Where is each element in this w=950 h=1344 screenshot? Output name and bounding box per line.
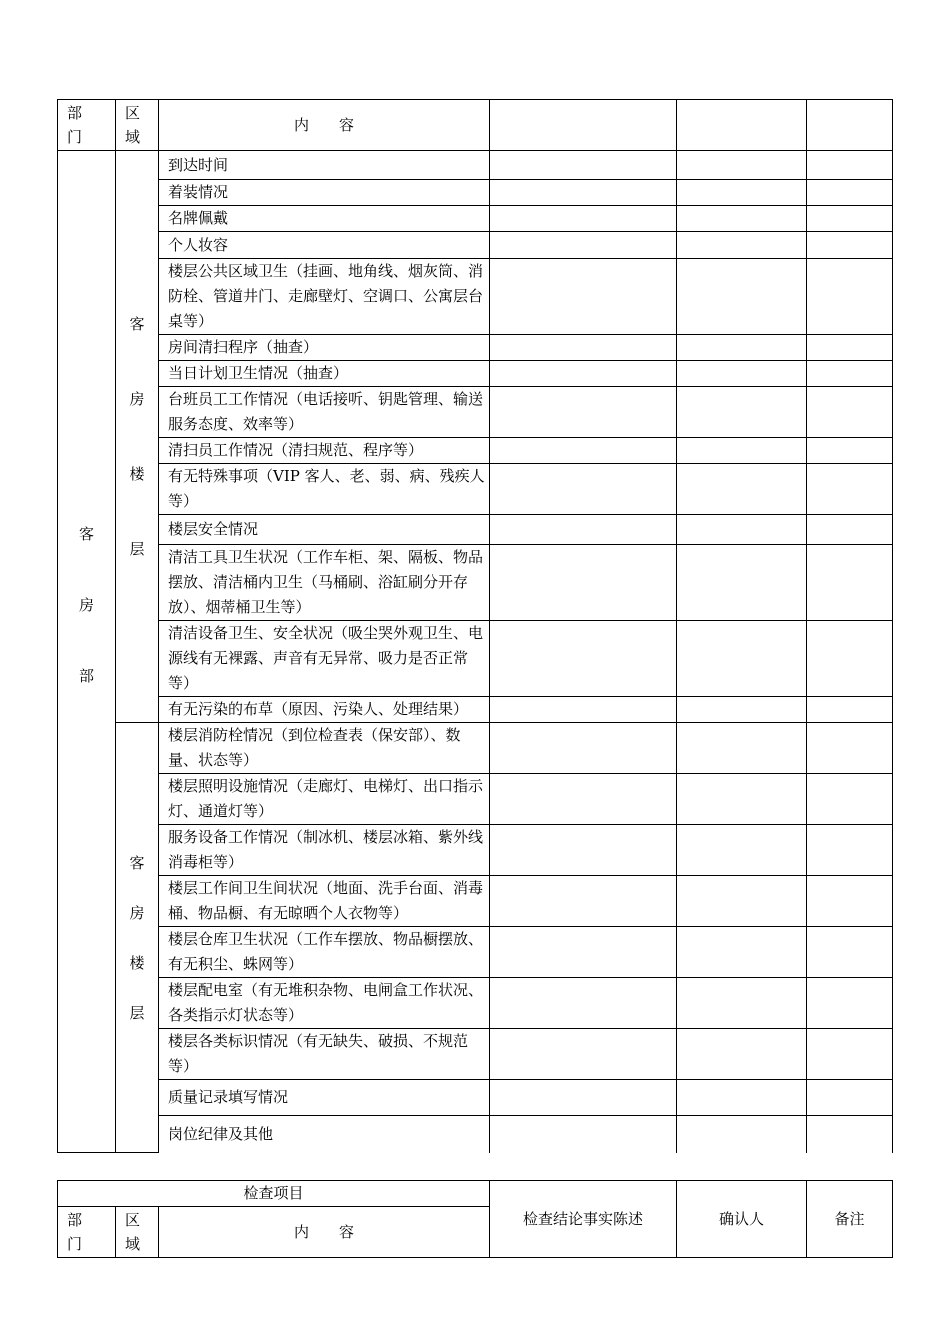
row-conclusion-cell[interactable]: [490, 464, 677, 515]
row-confirmer-cell[interactable]: [677, 825, 807, 876]
row-remarks-cell[interactable]: [807, 825, 893, 876]
row-conclusion-cell[interactable]: [490, 1080, 677, 1116]
row-confirmer-cell[interactable]: [677, 515, 807, 545]
row-remarks-cell[interactable]: [807, 723, 893, 774]
row-remarks-cell[interactable]: [807, 151, 893, 180]
row-remarks-cell[interactable]: [807, 438, 893, 464]
row-confirmer-cell[interactable]: [677, 697, 807, 723]
table-row: [58, 621, 893, 697]
row-remarks-cell[interactable]: [807, 387, 893, 438]
row-content: 清洁设备卫生、安全状况（吸尘哭外观卫生、电源线有无裸露、声音有无异常、吸力是否正常等）: [159, 621, 490, 697]
table-row: [58, 438, 893, 464]
row-confirmer-cell[interactable]: [677, 1116, 807, 1153]
inspection-table-main: [57, 99, 892, 1153]
table-row: [58, 387, 893, 438]
row-conclusion-cell[interactable]: [490, 1029, 677, 1080]
row-remarks-cell[interactable]: [807, 259, 893, 335]
row-remarks-cell[interactable]: [807, 232, 893, 259]
table-row: [58, 151, 893, 180]
row-remarks-cell[interactable]: [807, 335, 893, 361]
row-remarks-cell[interactable]: [807, 180, 893, 206]
table-header-row: [58, 100, 893, 151]
row-content: 楼层安全情况: [159, 515, 490, 545]
table-row: [58, 232, 893, 259]
row-content: 房间清扫程序（抽查）: [159, 335, 490, 361]
row-content: 当日计划卫生情况（抽查）: [159, 361, 490, 387]
row-content: 名牌佩戴: [159, 206, 490, 232]
table-row: [58, 1029, 893, 1080]
row-content: 岗位纪律及其他: [159, 1116, 490, 1153]
row-confirmer-cell[interactable]: [677, 1080, 807, 1116]
row-remarks-cell[interactable]: [807, 464, 893, 515]
row-content: 有无污染的布草（原因、污染人、处理结果）: [159, 697, 490, 723]
row-remarks-cell[interactable]: [807, 545, 893, 621]
table-row: [58, 927, 893, 978]
table-row: [58, 697, 893, 723]
row-remarks-cell[interactable]: [807, 206, 893, 232]
row-content: 楼层公共区域卫生（挂画、地角线、烟灰筒、消防栓、管道井门、走廊壁灯、空调口、公寓层台桌等）: [159, 259, 490, 335]
row-confirmer-cell[interactable]: [677, 180, 807, 206]
inspection-table-footer-header: [57, 1180, 892, 1258]
row-confirmer-cell[interactable]: [677, 151, 807, 180]
table-row: [58, 825, 893, 876]
row-conclusion-cell[interactable]: [490, 438, 677, 464]
row-conclusion-cell[interactable]: [490, 206, 677, 232]
table-row: [58, 206, 893, 232]
table-row: [58, 1116, 893, 1153]
row-confirmer-cell[interactable]: [677, 335, 807, 361]
row-confirmer-cell[interactable]: [677, 876, 807, 927]
area-label-cell-1: 客 房 楼 层: [116, 151, 159, 723]
confirmer-header: 确认人: [677, 1181, 807, 1258]
table-row: [58, 978, 893, 1029]
row-conclusion-cell[interactable]: [490, 259, 677, 335]
table-row: [58, 361, 893, 387]
row-conclusion-cell[interactable]: [490, 151, 677, 180]
header-area: 区 域: [116, 100, 159, 151]
check-items-header: 检查项目: [58, 1181, 490, 1207]
row-content: 服务设备工作情况（制冰机、楼层冰箱、紫外线消毒柜等）: [159, 825, 490, 876]
row-confirmer-cell[interactable]: [677, 361, 807, 387]
header-blank-confirmer: [677, 100, 807, 151]
row-content: 到达时间: [159, 151, 490, 180]
row-conclusion-cell[interactable]: [490, 697, 677, 723]
row-remarks-cell[interactable]: [807, 361, 893, 387]
row-remarks-cell[interactable]: [807, 876, 893, 927]
row-conclusion-cell[interactable]: [490, 515, 677, 545]
footer-dept-header: 部 门: [58, 1207, 116, 1258]
row-conclusion-cell[interactable]: [490, 335, 677, 361]
row-remarks-cell[interactable]: [807, 1080, 893, 1116]
row-confirmer-cell[interactable]: [677, 545, 807, 621]
row-remarks-cell[interactable]: [807, 774, 893, 825]
row-remarks-cell[interactable]: [807, 1116, 893, 1153]
row-conclusion-cell[interactable]: [490, 825, 677, 876]
row-confirmer-cell[interactable]: [677, 927, 807, 978]
row-content: 着装情况: [159, 180, 490, 206]
row-remarks-cell[interactable]: [807, 927, 893, 978]
row-content: 楼层各类标识情况（有无缺失、破损、不规范等）: [159, 1029, 490, 1080]
table-row: [58, 464, 893, 515]
area-label-cell-2: 客 房 楼 层: [116, 723, 159, 1153]
row-confirmer-cell[interactable]: [677, 259, 807, 335]
row-confirmer-cell[interactable]: [677, 723, 807, 774]
row-content: 台班员工工作情况（电话接听、钥匙管理、输送服务态度、效率等）: [159, 387, 490, 438]
dept-label-cell: 客 房 部: [58, 151, 116, 1153]
row-confirmer-cell[interactable]: [677, 206, 807, 232]
row-conclusion-cell[interactable]: [490, 545, 677, 621]
conclusion-header: 检查结论事实陈述: [490, 1181, 677, 1258]
remarks-header: 备注: [807, 1181, 893, 1258]
row-remarks-cell[interactable]: [807, 515, 893, 545]
row-conclusion-cell[interactable]: [490, 361, 677, 387]
header-blank-remarks: [807, 100, 893, 151]
row-content: 个人妆容: [159, 232, 490, 259]
row-content: 有无特殊事项（VIP 客人、老、弱、病、残疾人等）: [159, 464, 490, 515]
row-content: 清洁工具卫生状况（工作车柜、架、隔板、物品摆放、清洁桶内卫生（马桶刷、浴缸刷分开存放）、烟蒂桶卫生等）: [159, 545, 490, 621]
inspection-table: [57, 99, 893, 1153]
row-confirmer-cell[interactable]: [677, 232, 807, 259]
header-blank-conclusion: [490, 100, 677, 151]
header-content: 内 容: [159, 100, 490, 151]
table-row: [58, 1080, 893, 1116]
row-confirmer-cell[interactable]: [677, 1029, 807, 1080]
header-dept: 部 门: [58, 100, 116, 151]
table-row: [58, 545, 893, 621]
table-row: [58, 723, 893, 774]
row-conclusion-cell[interactable]: [490, 723, 677, 774]
row-content: 楼层仓库卫生状况（工作车摆放、物品橱摆放、有无积尘、蛛网等）: [159, 927, 490, 978]
row-content: 楼层配电室（有无堆积杂物、电闸盒工作状况、各类指示灯状态等）: [159, 978, 490, 1029]
row-conclusion-cell[interactable]: [490, 1116, 677, 1153]
row-confirmer-cell[interactable]: [677, 621, 807, 697]
table-row: [58, 335, 893, 361]
table-row: [58, 180, 893, 206]
row-conclusion-cell[interactable]: [490, 387, 677, 438]
row-conclusion-cell[interactable]: [490, 876, 677, 927]
row-content: 楼层消防栓情况（到位检查表（保安部）、数量、状态等）: [159, 723, 490, 774]
footer-area-header: 区 域: [116, 1207, 159, 1258]
row-confirmer-cell[interactable]: [677, 978, 807, 1029]
table-row: [58, 774, 893, 825]
row-confirmer-cell[interactable]: [677, 387, 807, 438]
row-remarks-cell[interactable]: [807, 1029, 893, 1080]
row-conclusion-cell[interactable]: [490, 180, 677, 206]
row-remarks-cell[interactable]: [807, 697, 893, 723]
row-confirmer-cell[interactable]: [677, 774, 807, 825]
row-content: 清扫员工作情况（清扫规范、程序等）: [159, 438, 490, 464]
row-content: 楼层工作间卫生间状况（地面、洗手台面、消毒桶、物品橱、有无晾晒个人衣物等）: [159, 876, 490, 927]
footer-header-table: [57, 1180, 893, 1258]
row-confirmer-cell[interactable]: [677, 438, 807, 464]
row-conclusion-cell[interactable]: [490, 232, 677, 259]
table-row: [58, 515, 893, 545]
row-confirmer-cell[interactable]: [677, 464, 807, 515]
row-conclusion-cell[interactable]: [490, 927, 677, 978]
table-row: [58, 876, 893, 927]
row-content: 楼层照明设施情况（走廊灯、电梯灯、出口指示灯、通道灯等）: [159, 774, 490, 825]
row-content: 质量记录填写情况: [159, 1080, 490, 1116]
footer-content-header: 内 容: [159, 1207, 490, 1258]
row-conclusion-cell[interactable]: [490, 621, 677, 697]
row-conclusion-cell[interactable]: [490, 978, 677, 1029]
row-conclusion-cell[interactable]: [490, 774, 677, 825]
row-remarks-cell[interactable]: [807, 978, 893, 1029]
row-remarks-cell[interactable]: [807, 621, 893, 697]
table-row: [58, 259, 893, 335]
